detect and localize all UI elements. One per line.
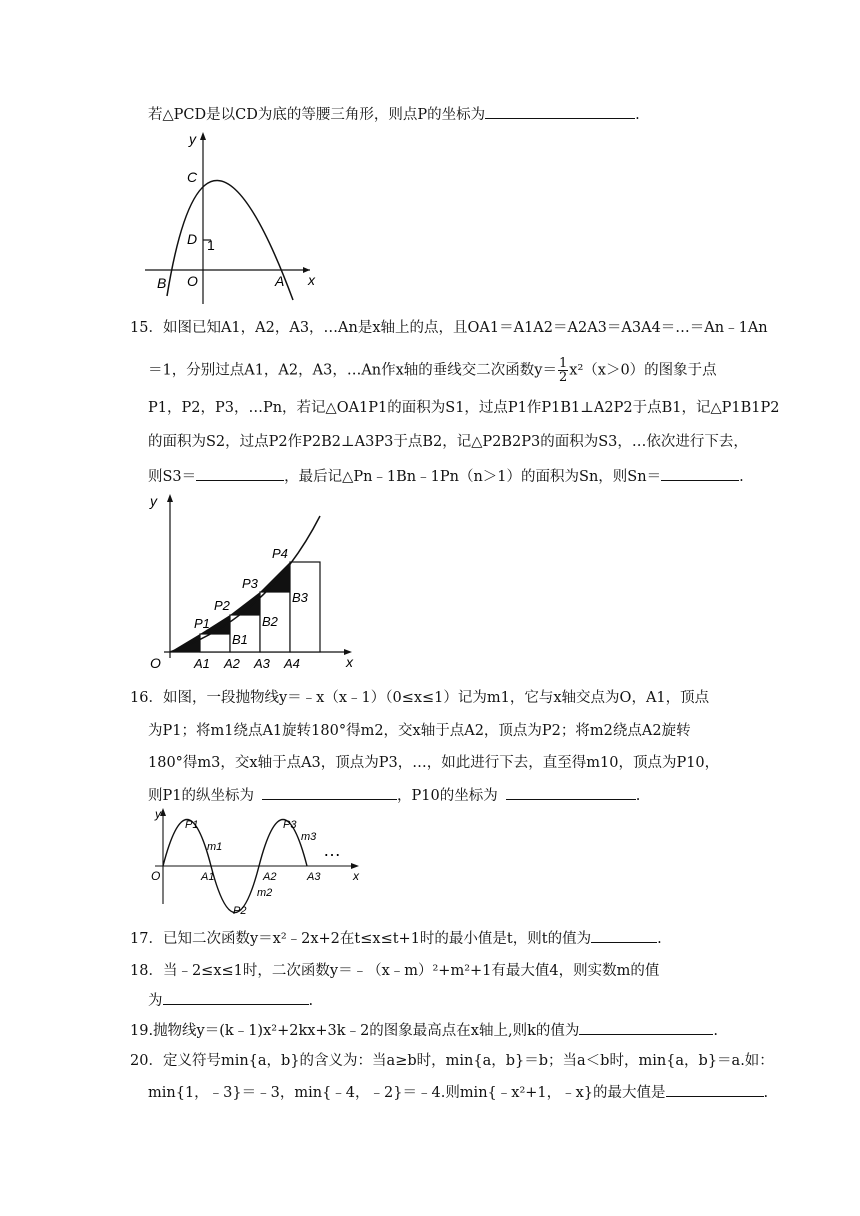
q16-label-a2: A2 bbox=[263, 871, 277, 883]
q14-label-one: 1 bbox=[207, 237, 215, 253]
q17-number: 17． bbox=[130, 931, 163, 947]
q14-tail: 若△PCD是以CD为底的等腰三角形，则点P的坐标为 bbox=[148, 107, 486, 123]
q14-label-x: x bbox=[308, 272, 315, 288]
q15-label-p4: P4 bbox=[272, 546, 288, 561]
q14-answer-blank[interactable] bbox=[485, 104, 635, 119]
q15-label-a4: A4 bbox=[284, 656, 300, 671]
q19-number: 19. bbox=[130, 1023, 154, 1039]
q15-triangle-s4 bbox=[260, 562, 290, 592]
q18-line2: 为 . bbox=[148, 990, 313, 1011]
q16-label-m2: m2 bbox=[257, 887, 273, 899]
q16-line2: 为P1；将m1绕点A1旋转180°得m2，交x轴于点A2，顶点为P2；将m2绕点A2旋转 bbox=[148, 723, 691, 739]
q16-p1-answer-blank[interactable] bbox=[262, 785, 397, 800]
q15-label-p2: P2 bbox=[214, 598, 230, 613]
q15-label-p3: P3 bbox=[242, 576, 258, 591]
q15-y-arrow bbox=[167, 494, 173, 502]
q20-line1: 20．定义符号min{a，b}的含义为：当a≥b时，min{a，b}＝b；当a＜b时，min{a，b}＝a.如： bbox=[130, 1053, 774, 1069]
q15-sn-answer-blank[interactable] bbox=[661, 466, 739, 481]
q16-label-p2: P2 bbox=[233, 905, 247, 917]
q18-number: 18． bbox=[130, 963, 163, 979]
q16-label-m1: m1 bbox=[207, 841, 223, 853]
q15-label-p1: P1 bbox=[194, 616, 210, 631]
q19-answer-blank[interactable] bbox=[579, 1020, 713, 1035]
q17-answer-blank[interactable] bbox=[591, 928, 657, 943]
q15-label-a2: A2 bbox=[224, 656, 240, 671]
q16-p10-answer-blank[interactable] bbox=[506, 785, 636, 800]
q14-y-arrow bbox=[200, 132, 206, 140]
q15-label-b1: B1 bbox=[232, 632, 248, 647]
q16-label-x: x bbox=[353, 869, 359, 883]
q14-label-y: y bbox=[189, 131, 196, 147]
q15-line4: 的面积为S2，过点P2作P2B2⊥A3P3于点B2，记△P2B2P3的面积为S3，…依次进行下去， bbox=[148, 434, 748, 450]
q15-line2: ＝1，分别过点A1，A2，A3，…An作x轴的垂线交二次函数y＝ $\frac{1}{2}$ x²（x＞0）的图象于点 bbox=[148, 356, 717, 385]
q15-label-x: x bbox=[346, 654, 353, 670]
q15-label-a3: A3 bbox=[254, 656, 270, 671]
q16-label-o: O bbox=[151, 869, 161, 883]
q14-label-a: A bbox=[275, 273, 285, 289]
q14-text: 若△PCD是以CD为底的等腰三角形，则点P的坐标为 . bbox=[148, 104, 640, 125]
q15-line1: 15．如图已知A1，A2，A3，…An是x轴上的点，且OA1＝A1A2＝A2A3＝A3A4＝…＝An﹣1An bbox=[130, 320, 768, 336]
q19-line: 19.抛物线y＝(k﹣1)x²+2kx+3k﹣2的图象最高点在x轴上,则k的值为 . bbox=[130, 1020, 718, 1041]
q15-label-b3: B3 bbox=[292, 590, 308, 605]
q16-figure bbox=[145, 804, 370, 924]
q15-label-o: O bbox=[150, 655, 161, 671]
q20-answer-blank[interactable] bbox=[666, 1082, 764, 1097]
q16-line3: 180°得m3，交x轴于点A3，顶点为P3，…，如此进行下去，直至得m10，顶点为P10， bbox=[148, 755, 720, 771]
q14-label-c: C bbox=[187, 169, 198, 185]
q16-label-a1: A1 bbox=[201, 871, 215, 883]
q16-number: 16． bbox=[130, 690, 163, 706]
q16-line1: 16．如图，一段抛物线y＝﹣x（x﹣1）（0≤x≤1）记为m1，它与x轴交点为O，A1，顶点 bbox=[130, 690, 710, 706]
q18-line1: 18．当﹣2≤x≤1时，二次函数y＝﹣（x﹣m）²+m²+1有最大值4，则实数m的值 bbox=[130, 963, 660, 979]
q17-line: 17．已知二次函数y＝x²﹣2x+2在t≤x≤t+1时的最小值是t，则t的值为 . bbox=[130, 928, 662, 949]
q18-answer-blank[interactable] bbox=[163, 990, 309, 1005]
q20-line2: min{1，﹣3}＝﹣3，min{﹣4，﹣2}＝﹣4.则min{﹣x²+1，﹣x}的最大值是 . bbox=[148, 1082, 768, 1103]
q14-label-d: D bbox=[187, 231, 198, 247]
q15-rect-4 bbox=[290, 562, 320, 652]
q15-line3: P1，P2，P3，…Pn，若记△OA1P1的面积为S1，过点P1作P1B1⊥A2P2于点B1，记△P1B1P2 bbox=[148, 400, 780, 416]
q15-triangle-s1 bbox=[170, 634, 200, 652]
q15-s3-answer-blank[interactable] bbox=[196, 466, 284, 481]
q20-number: 20． bbox=[130, 1053, 163, 1069]
q15-label-a1: A1 bbox=[194, 656, 210, 671]
q16-line4: 则P1的纵坐标为 ，P10的坐标为 . bbox=[148, 785, 640, 806]
q15-fraction: $\frac{1}{2}$ bbox=[559, 356, 568, 385]
q16-label-p3: P3 bbox=[283, 819, 297, 831]
q15-label-y: y bbox=[150, 493, 157, 509]
q16-ellipsis: … bbox=[323, 840, 341, 860]
q14-label-b: B bbox=[157, 275, 167, 291]
q14-figure bbox=[145, 128, 325, 298]
q16-label-p1: P1 bbox=[185, 819, 199, 831]
q15-number: 15． bbox=[130, 320, 163, 336]
q15-figure bbox=[148, 488, 368, 678]
q15-line5: 则S3＝ ，最后记△Pn﹣1Bn﹣1Pn（n＞1）的面积为Sn，则Sn＝ . bbox=[148, 466, 744, 487]
q15-label-b2: B2 bbox=[262, 614, 278, 629]
q16-label-m3: m3 bbox=[301, 831, 317, 843]
q16-label-a3: A3 bbox=[307, 871, 321, 883]
q16-label-y: y bbox=[155, 807, 161, 821]
q14-label-o: O bbox=[187, 273, 198, 289]
